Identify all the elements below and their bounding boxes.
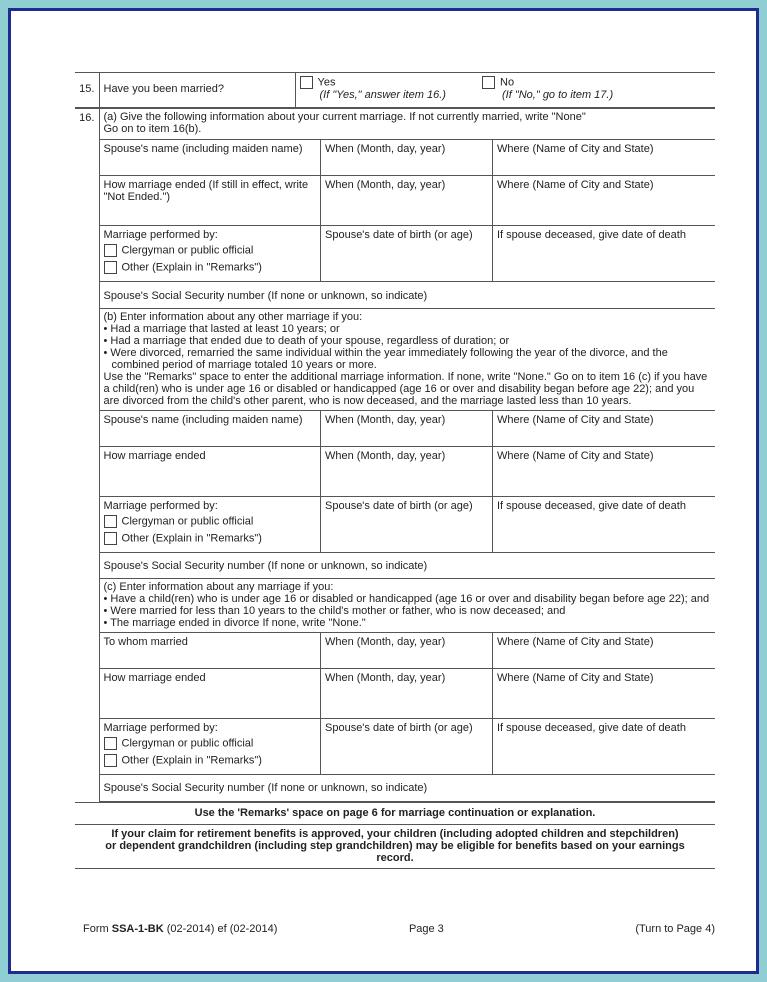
form-version: (02-2014) ef (02-2014) [166, 923, 278, 935]
document-frame [8, 8, 759, 974]
q15-no-option[interactable] [478, 73, 715, 108]
q16b-where-field[interactable]: Where (Name of City and State) [493, 411, 716, 447]
q16a-intro-text-2: Go on to item 16(b). [103, 123, 202, 135]
q16c-ended-when-field[interactable]: When (Month, day, year) [321, 669, 493, 719]
q16a-intro [100, 109, 716, 139]
other-label: Other (Explain in "Remarks") [121, 261, 262, 274]
q16c-bullet: • Were married for less than 10 years to the child's mother or father, who is now deceased; and [103, 605, 566, 617]
turn-page-note: (Turn to Page 4) [635, 923, 715, 935]
q16c-performed-by [100, 719, 321, 775]
q16b-intro-text: (b) Enter information about any other marriage if you: [103, 311, 363, 323]
q16c-spouse-dob-field[interactable]: Spouse's date of birth (or age) [321, 719, 493, 775]
clergy-label: Clergyman or public official [121, 244, 254, 257]
q15-number: 15. [75, 73, 99, 108]
form-prefix: Form [83, 923, 109, 935]
q16-number: 16. [75, 109, 99, 802]
q16c-grid [100, 632, 716, 801]
q16a-when-field[interactable]: When (Month, day, year) [321, 140, 493, 176]
q16c-when-field[interactable]: When (Month, day, year) [321, 633, 493, 669]
q16a-where-field[interactable]: Where (Name of City and State) [493, 140, 716, 176]
q16a-ended-when-field[interactable]: When (Month, day, year) [321, 176, 493, 226]
other-checkbox[interactable] [104, 532, 117, 545]
q16c-bullet: • Have a child(ren) who is under age 16 or disabled or handicapped (age 16 or over and disability began before age 22); and [103, 593, 710, 605]
remarks-note: Use the 'Remarks' space on page 6 for marriage continuation or explanation. [194, 806, 596, 819]
q16b-bullet: • Had a marriage that lasted at least 10 years; or [103, 323, 340, 335]
q16b-bullet: • Had a marriage that ended due to death of your spouse, regardless of duration; or [103, 335, 510, 347]
form-id [83, 923, 277, 935]
q16b-intro [100, 309, 716, 410]
q16a-ended-where-field[interactable]: Where (Name of City and State) [493, 176, 716, 226]
other-label: Other (Explain in "Remarks") [121, 754, 262, 767]
q16a-ssn-field[interactable]: Spouse's Social Security number (If none or unknown, so indicate) [100, 282, 716, 309]
q16b-spouse-name-field[interactable]: Spouse's name (including maiden name) [100, 411, 321, 447]
q16b-how-ended-field[interactable]: How marriage ended [100, 447, 321, 497]
q16c-ssn-field[interactable]: Spouse's Social Security number (If none or unknown, so indicate) [100, 775, 716, 801]
performed-by-label: Marriage performed by: [103, 722, 218, 734]
no-label: No [500, 76, 515, 89]
clergy-checkbox[interactable] [104, 737, 117, 750]
clergy-label: Clergyman or public official [121, 737, 254, 750]
question-15 [75, 72, 715, 108]
q16a-how-ended-field[interactable]: How marriage ended (If still in effect, write "Not Ended.") [100, 176, 321, 226]
yes-note: (If "Yes," answer item 16.) [319, 89, 446, 101]
q16a-intro-text: (a) Give the following information about your current marriage. If not currently married, write "None" [103, 111, 586, 123]
q16b-bullets [104, 323, 712, 371]
q15-text: Have you been married? [99, 73, 295, 108]
q16b-note: Use the "Remarks" space to enter the additional marriage information. If none, write "None." Go on to item 16 (c) if you have a child(ren) who is under age 16 or disabled or handicapped (age 16 or over and disability began before age 22); and you are divorced from the child's other parent, who is now deceased, and the marriage lasted less than 10 years. [103, 371, 708, 407]
q16b-ended-where-field[interactable]: Where (Name of City and State) [493, 447, 716, 497]
marriage-form [75, 66, 715, 869]
q16c-bullets [104, 593, 712, 629]
q16c-how-ended-field[interactable]: How marriage ended [100, 669, 321, 719]
q16c-intro [100, 579, 716, 632]
q16c-ended-where-field[interactable]: Where (Name of City and State) [493, 669, 716, 719]
q16b-performed-by [100, 497, 321, 553]
q16c-death-date-field[interactable]: If spouse deceased, give date of death [493, 719, 716, 775]
other-checkbox[interactable] [104, 261, 117, 274]
clergy-label: Clergyman or public official [121, 515, 254, 528]
q16-content [99, 109, 715, 802]
clergy-checkbox[interactable] [104, 244, 117, 257]
q16b-spouse-dob-field[interactable]: Spouse's date of birth (or age) [321, 497, 493, 553]
q16a-spouse-dob-field[interactable]: Spouse's date of birth (or age) [321, 226, 493, 282]
performed-by-label: Marriage performed by: [103, 500, 218, 512]
yes-checkbox[interactable] [300, 76, 313, 89]
performed-by-label: Marriage performed by: [103, 229, 218, 241]
q16b-bullet: • Were divorced, remarried the same individual within the year immediately following the year of the divorce, and the combined period of marriage totaled 10 years or more. [103, 347, 668, 371]
q16a-grid [100, 139, 716, 309]
q16b-ssn-field[interactable]: Spouse's Social Security number (If none or unknown, so indicate) [100, 553, 716, 579]
clergy-checkbox[interactable] [104, 515, 117, 528]
q16a-death-date-field[interactable]: If spouse deceased, give date of death [493, 226, 716, 282]
q16b-death-date-field[interactable]: If spouse deceased, give date of death [493, 497, 716, 553]
q16a-spouse-name-field[interactable]: Spouse's name (including maiden name) [100, 140, 321, 176]
question-16 [75, 108, 715, 802]
page-footer [83, 923, 715, 935]
no-note: (If "No," go to item 17.) [502, 89, 614, 101]
q16c-to-whom-field[interactable]: To whom married [100, 633, 321, 669]
q16b-grid [100, 410, 716, 579]
q16b-when-field[interactable]: When (Month, day, year) [321, 411, 493, 447]
page-number: Page 3 [408, 923, 444, 935]
q16c-bullet: • The marriage ended in divorce If none, write "None." [103, 617, 366, 629]
other-checkbox[interactable] [104, 754, 117, 767]
form-number: SSA-1-BK [111, 923, 164, 935]
no-checkbox[interactable] [482, 76, 495, 89]
q15-yes-option[interactable] [295, 73, 478, 108]
q16b-ended-when-field[interactable]: When (Month, day, year) [321, 447, 493, 497]
children-benefits-note: If your claim for retirement benefits is approved, your children (including adopted children and stepchildren) or dependent grandchildren (including step grandchildren) may be eligible for benefits based on your earnings record. [105, 827, 685, 864]
q16c-intro-text: (c) Enter information about any marriage if you: [103, 581, 334, 593]
other-label: Other (Explain in "Remarks") [121, 532, 262, 545]
form-page [11, 11, 756, 971]
q16a-performed-by [100, 226, 321, 282]
q16c-where-field[interactable]: Where (Name of City and State) [493, 633, 716, 669]
yes-label: Yes [317, 76, 336, 89]
